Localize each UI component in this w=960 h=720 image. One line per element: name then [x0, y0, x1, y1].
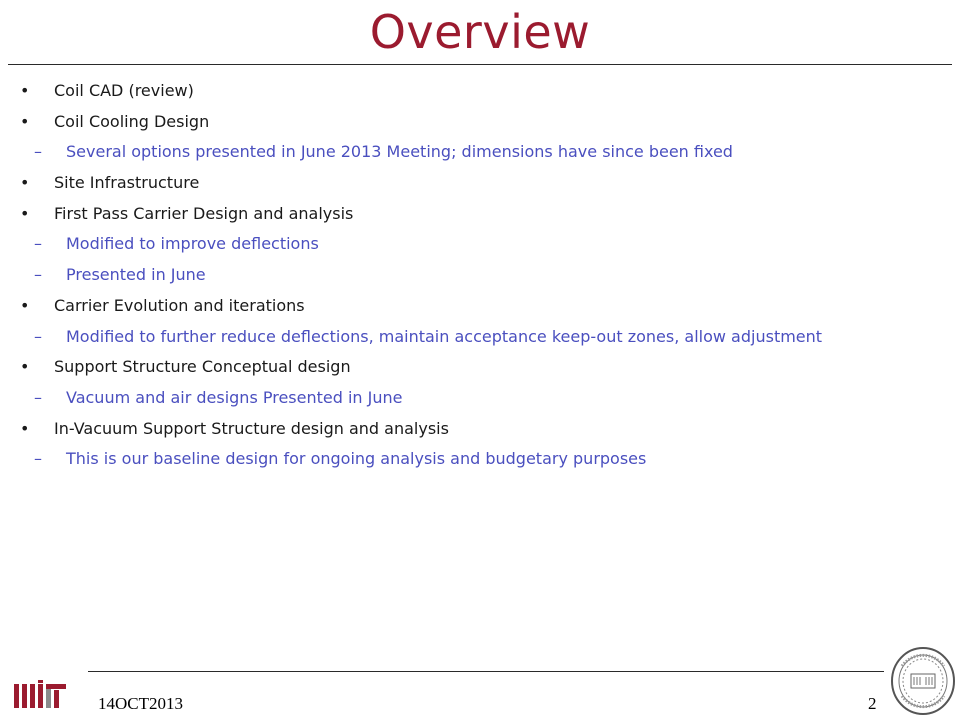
sub-list-item: [0, 444, 960, 475]
bullet-glyph: •: [20, 173, 30, 193]
bullet-glyph: •: [20, 295, 30, 315]
bullet-glyph: •: [20, 111, 30, 131]
sub-list-item-text: This is our baseline design for ongoing analysis and budgetary purposes: [66, 449, 647, 469]
dash-glyph: –: [34, 387, 42, 407]
list-item: [0, 76, 960, 107]
dash-glyph: –: [34, 234, 42, 254]
list-item: [0, 352, 960, 383]
sub-list-item: [0, 383, 960, 414]
sub-list-item: [0, 137, 960, 168]
list-item-text: Site Infrastructure: [54, 173, 200, 193]
mit-logo: [14, 680, 70, 710]
bullet-glyph: •: [20, 203, 30, 223]
bullet-list: [0, 76, 960, 475]
list-item: [0, 414, 960, 445]
page-number: 2: [868, 694, 877, 713]
bates-seal-logo: [890, 646, 956, 716]
list-item: [0, 168, 960, 199]
footer-divider: [88, 671, 884, 672]
sub-list-item: [0, 260, 960, 291]
list-item: [0, 107, 960, 138]
sub-list-item-text: Presented in June: [66, 265, 206, 285]
dash-glyph: –: [34, 449, 42, 469]
footer-date: 14OCT2013: [98, 694, 183, 713]
list-item-text: Coil Cooling Design: [54, 111, 210, 131]
list-item-text: In-Vacuum Support Structure design and analysis: [54, 418, 449, 438]
list-item: [0, 291, 960, 322]
title-divider: [8, 64, 952, 65]
list-item: [0, 199, 960, 230]
slide-title: Overview: [369, 5, 591, 59]
bullet-glyph: •: [20, 357, 30, 377]
sub-list-item: [0, 322, 960, 353]
list-item-text: First Pass Carrier Design and analysis: [54, 203, 354, 223]
sub-list-item: [0, 229, 960, 260]
sub-list-item-text: Modified to improve deflections: [66, 234, 319, 254]
list-item-text: Coil CAD (review): [54, 81, 194, 100]
sub-list-item-text: Modified to further reduce deflections, maintain acceptance keep-out zones, allow adjustment: [66, 326, 823, 346]
bullet-glyph: •: [20, 81, 30, 100]
dash-glyph: –: [34, 326, 42, 346]
bullet-glyph: •: [20, 418, 30, 438]
dash-glyph: –: [34, 142, 42, 162]
sub-list-item-text: Vacuum and air designs Presented in June: [66, 387, 403, 407]
list-item-text: Support Structure Conceptual design: [54, 357, 351, 377]
list-item-text: Carrier Evolution and iterations: [54, 295, 305, 315]
sub-list-item-text: Several options presented in June 2013 Meeting; dimensions have since been fixed: [66, 142, 733, 162]
dash-glyph: –: [34, 265, 42, 285]
